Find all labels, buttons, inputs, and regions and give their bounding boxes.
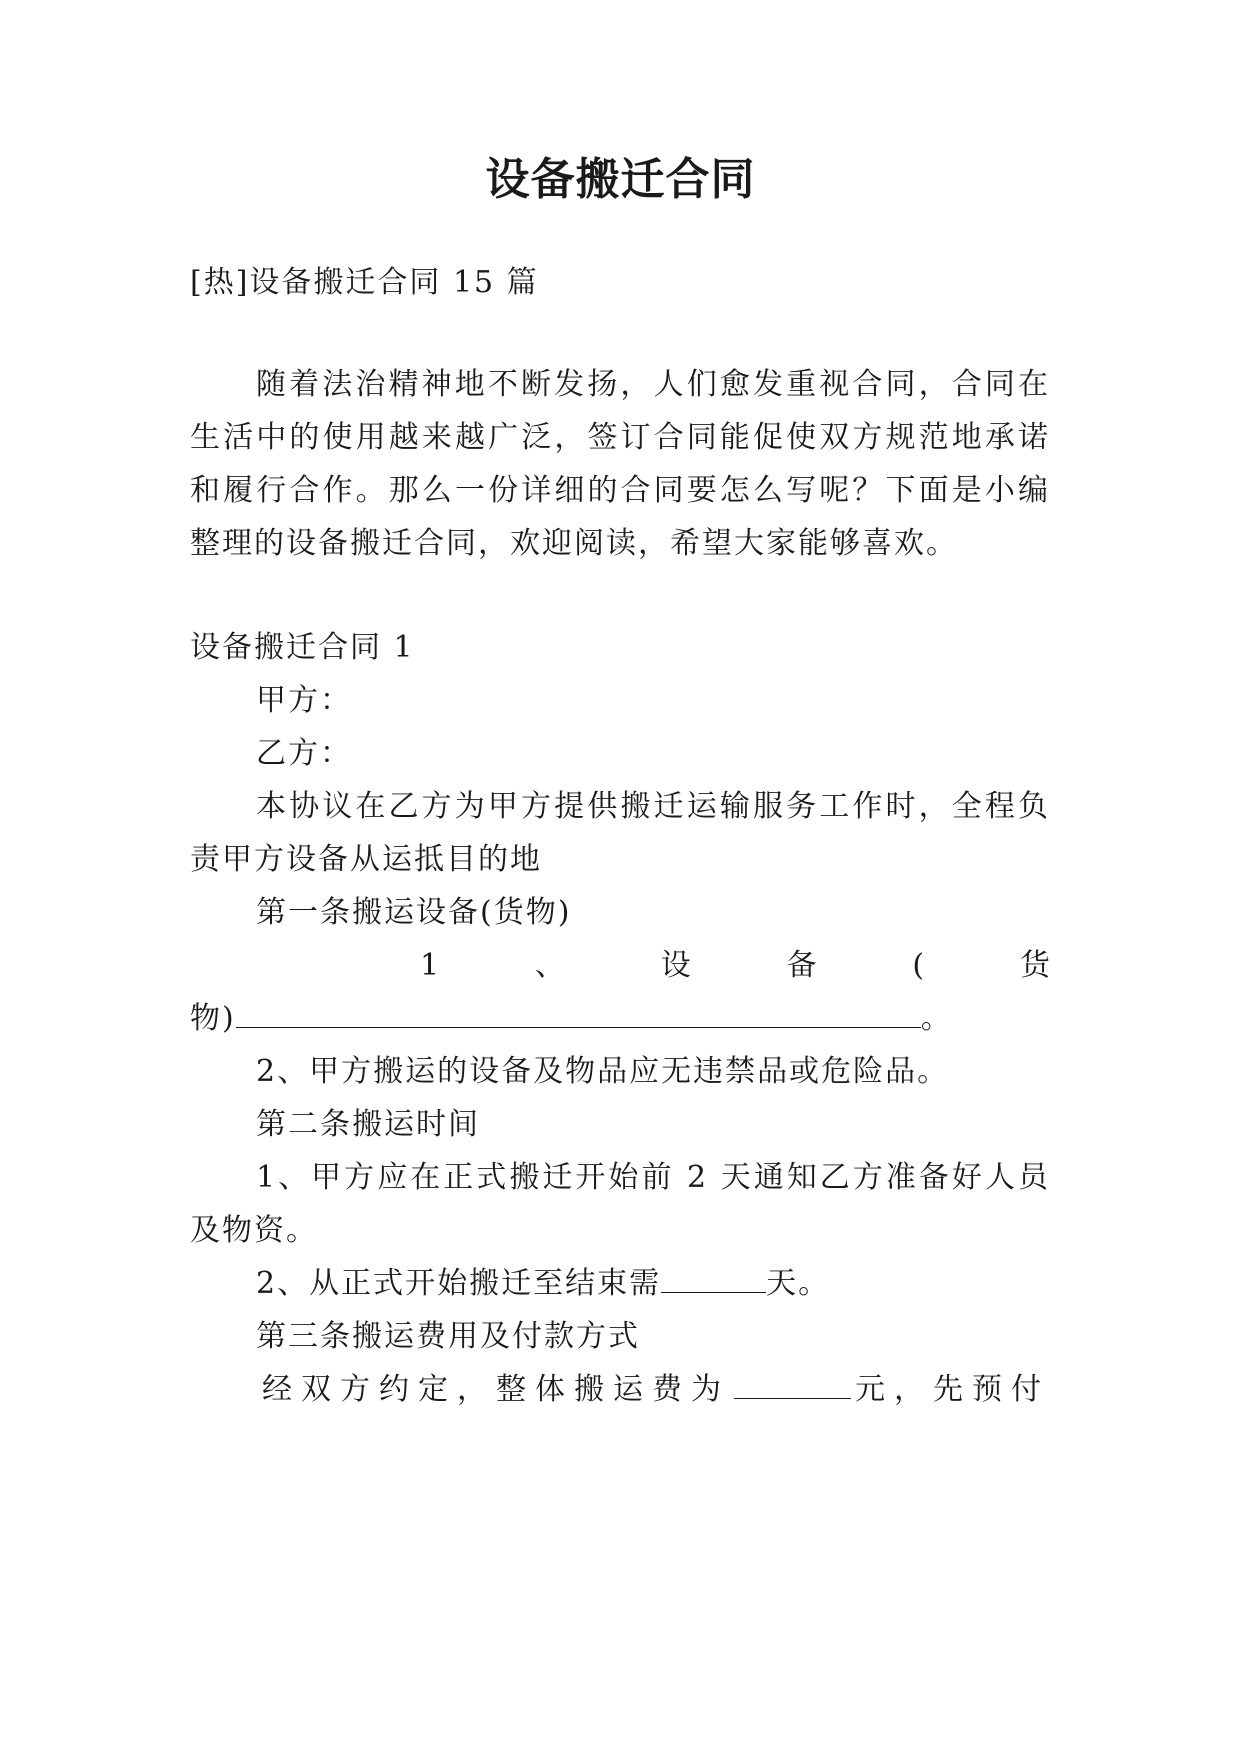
item-1-part: 、 [534, 948, 565, 983]
fill-in-blank [661, 1262, 766, 1293]
scope-line-2: 责甲方设备从运抵目的地 [190, 842, 542, 877]
time-2 [256, 1262, 830, 1306]
item-1-line-1 [420, 944, 1050, 988]
item-1-line-2-end: 。 [920, 1001, 953, 1036]
scope-line-1: 本协议在乙方为甲方提供搬迁运输服务工作时，全程负 [256, 789, 1050, 824]
item-1-line-2 [190, 997, 953, 1041]
item-1-line-2-start: 物) [190, 1001, 236, 1036]
time-2-start: 2、从正式开始搬迁至结束需 [256, 1266, 662, 1301]
intro-line-1: 随着法治精神地不断发扬，人们愈发重视合同，合同在 [256, 367, 1050, 402]
item-1-part: 备 [786, 948, 817, 983]
intro-line-3: 和履行合作。那么一份详细的合同要怎么写呢？下面是小编 [190, 473, 1050, 508]
item-2: 2、甲方搬运的设备及物品应无违禁品或危险品。 [256, 1054, 950, 1089]
fill-in-blank [734, 1368, 851, 1399]
party-b-label: 乙方： [256, 736, 352, 771]
time-1-line-2: 及物资。 [190, 1213, 318, 1248]
fill-in-blank [236, 997, 921, 1028]
fee-line [262, 1368, 1050, 1412]
party-a-label: 甲方： [256, 683, 352, 718]
article-2-heading: 第二条搬运时间 [256, 1107, 480, 1142]
article-1-heading: 第一条搬运设备(货物) [256, 895, 572, 930]
article-3-heading: 第三条搬运费用及付款方式 [256, 1319, 640, 1354]
document-title: 设备搬迁合同 [485, 154, 756, 205]
item-1-part: 1 [420, 948, 440, 983]
fee-start: 经双方约定，整体搬运费为 [262, 1372, 730, 1407]
time-2-end: 天。 [766, 1266, 831, 1301]
intro-line-4: 整理的设备搬迁合同，欢迎阅读，希望大家能够喜欢。 [190, 526, 958, 561]
intro-line-2: 生活中的使用越来越广泛，签订合同能促使双方规范地承诺 [190, 420, 1050, 455]
item-1-part: 货 [1019, 948, 1050, 983]
time-1-line-1: 1、甲方应在正式搬迁开始前 2 天通知乙方准备好人员 [256, 1160, 1050, 1195]
section-heading: 设备搬迁合同 1 [190, 630, 415, 665]
item-1-part: 设 [660, 948, 691, 983]
fee-end: 元，先预付 [855, 1372, 1050, 1407]
item-1-part: ( [912, 948, 925, 983]
document-subtitle: [热]设备搬迁合同 15 篇 [190, 265, 539, 300]
